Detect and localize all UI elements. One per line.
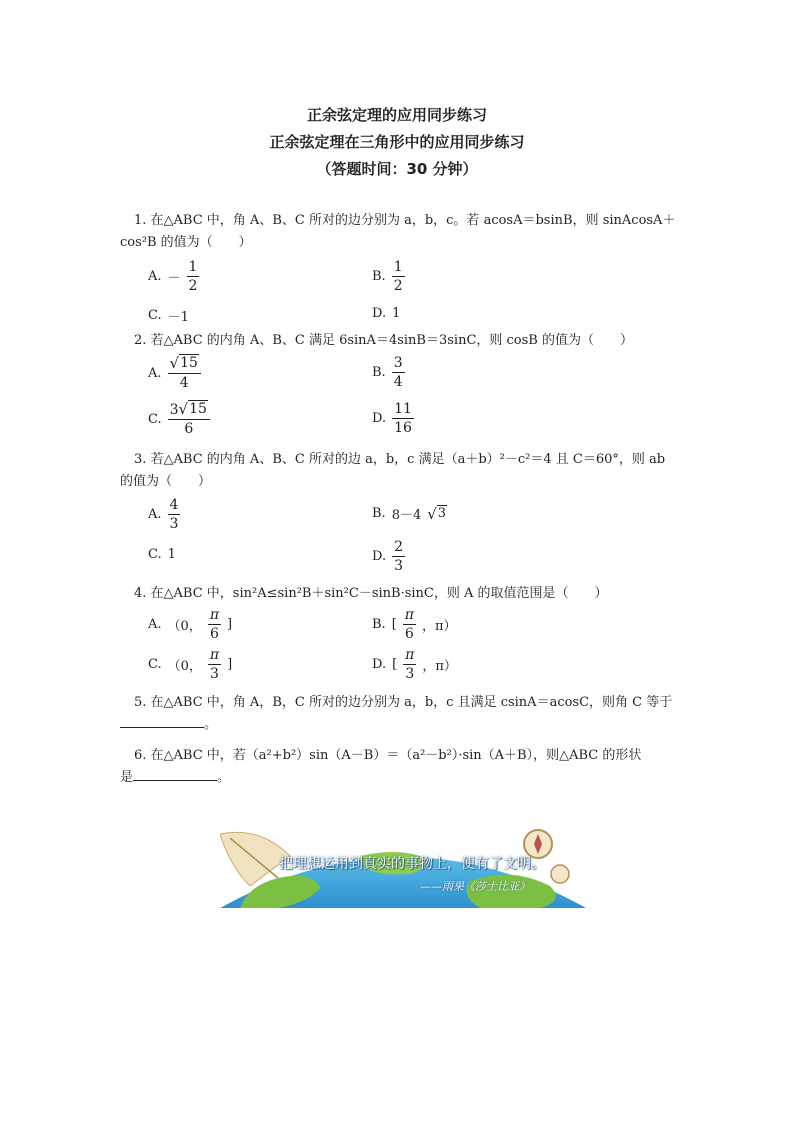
denominator: 2 — [188, 278, 198, 294]
interval-open: （0， — [167, 659, 202, 674]
option-label: C. — [148, 657, 162, 672]
interval-open: [ — [392, 657, 398, 672]
numerator — [168, 400, 210, 420]
option-value: 1 — [167, 547, 176, 562]
question-6 — [120, 745, 676, 789]
fraction — [208, 646, 221, 683]
coefficient: 3 — [169, 402, 179, 418]
radicand: 15 — [189, 401, 207, 417]
sqrt-sign: √ — [427, 504, 437, 523]
option-label: A. — [148, 617, 162, 632]
sqrt-sign: √ — [169, 354, 180, 372]
option-value: －1 — [167, 310, 189, 325]
option-label: D. — [372, 306, 387, 321]
numerator: π — [404, 607, 414, 623]
sqrt — [179, 400, 208, 418]
q3-option-c[interactable] — [148, 547, 176, 562]
answer-blank[interactable] — [120, 715, 204, 728]
title-sub: 正余弦定理在三角形中的应用同步练习 — [269, 133, 525, 151]
numerator: 2 — [394, 539, 404, 555]
sqrt — [427, 505, 447, 523]
title-time: （答题时间：30 分钟） — [316, 160, 478, 178]
numerator — [168, 354, 201, 374]
option-value: 8－4 — [391, 508, 422, 523]
denominator: 6 — [209, 626, 219, 642]
fraction — [392, 258, 405, 295]
denominator: 3 — [169, 516, 179, 532]
q2-option-a[interactable] — [148, 354, 201, 392]
fraction — [392, 354, 405, 391]
denominator: 16 — [394, 420, 412, 436]
fraction — [392, 538, 405, 575]
option-label: D. — [372, 549, 387, 564]
interval-open: （0， — [167, 619, 202, 634]
interval-close: ，π） — [421, 619, 457, 634]
option-label: B. — [372, 506, 386, 521]
line-end: 。 — [204, 717, 218, 732]
option-sign: － — [167, 271, 181, 286]
option-label: D. — [372, 411, 387, 426]
question-1-text-cont: cos²B 的值为（ ） — [120, 235, 252, 250]
banner-author: ——雨果《莎士比亚》 — [420, 880, 530, 893]
question-3-text: 3. 若△ABC 的内角 A、B、C 所对的边 a，b，c 满足（a＋b）²－c²＝4 且 C＝60°，则 ab — [134, 452, 666, 467]
numerator: π — [209, 607, 220, 623]
question-3 — [120, 449, 676, 493]
fraction — [168, 354, 201, 392]
q1-option-b[interactable] — [372, 258, 405, 295]
denominator: 6 — [184, 421, 194, 437]
fraction — [403, 646, 416, 683]
sqrt — [170, 354, 199, 372]
question-2 — [120, 330, 676, 352]
option-label: A. — [148, 507, 162, 522]
option-label: C. — [148, 411, 162, 427]
denominator: 4 — [179, 375, 189, 391]
radicand: 3 — [437, 505, 447, 521]
question-4-text: 4. 在△ABC 中，sin²A≤sin²B＋sin²C－sinB·sinC，则 A 的取值范围是（ ） — [134, 586, 608, 601]
fraction — [392, 400, 414, 437]
q1-option-c[interactable] — [148, 306, 189, 325]
denominator: 3 — [394, 558, 404, 574]
denominator: 4 — [393, 374, 403, 390]
option-label: B. — [372, 269, 386, 284]
option-label: D. — [372, 657, 387, 672]
numerator: 3 — [393, 355, 403, 371]
option-label: C. — [148, 308, 162, 323]
radicand: 15 — [180, 355, 198, 371]
q1-option-d[interactable] — [372, 306, 400, 321]
q4-option-b[interactable] — [372, 606, 457, 643]
q4-option-c[interactable] — [148, 646, 232, 683]
answer-blank[interactable] — [133, 768, 217, 781]
denominator: 6 — [404, 626, 414, 642]
fraction — [208, 606, 221, 643]
numerator: π — [209, 647, 220, 663]
sqrt-sign: √ — [178, 400, 189, 418]
question-1-text: 1. 在△ABC 中，角 A、B、C 所对的边分别为 a，b，c。若 acosA＝bsinB，则 sinAcosA＋ — [134, 213, 676, 228]
fraction — [403, 606, 416, 643]
question-6-answer-line — [120, 767, 676, 789]
q3-option-a[interactable] — [148, 496, 180, 533]
option-label: C. — [148, 547, 162, 562]
q1-option-a[interactable] — [148, 258, 199, 295]
question-2-text: 2. 若△ABC 的内角 A、B、C 满足 6sinA＝4sinB＝3sinC，则 cosB 的值为（ ） — [134, 333, 633, 348]
option-label: A. — [148, 269, 162, 284]
numerator: π — [405, 647, 415, 663]
option-label: B. — [372, 365, 386, 380]
question-3-text-cont: 的值为（ ） — [120, 474, 212, 489]
numerator: 4 — [169, 497, 179, 513]
interval-close: ] — [227, 657, 233, 672]
question-6-text: 6. 在△ABC 中，若（a²+b²）sin（A－B）＝（a²－b²）·sin（A＋B），则△ABC 的形状 — [134, 748, 642, 763]
line-start: 是 — [120, 770, 134, 785]
option-label: B. — [372, 617, 386, 632]
question-5 — [120, 692, 676, 736]
q3-option-d[interactable] — [372, 538, 405, 575]
question-5-answer-line — [120, 714, 676, 736]
q2-option-c[interactable] — [148, 400, 210, 438]
question-4 — [120, 583, 676, 605]
q4-option-a[interactable] — [148, 606, 232, 643]
interval-open: [ — [391, 617, 397, 632]
denominator: 3 — [210, 666, 219, 682]
numerator: 11 — [394, 401, 412, 417]
q2-option-b[interactable] — [372, 354, 405, 391]
interval-close: ] — [227, 617, 233, 632]
banner-quote: 把理想运用到真实的事物上，便有了文明。 — [279, 856, 545, 872]
fraction — [187, 258, 200, 295]
title-main: 正余弦定理的应用同步练习 — [306, 106, 487, 124]
denominator: 2 — [393, 278, 403, 294]
question-5-text: 5. 在△ABC 中，角 A，B，C 所对的边分别为 a，b，c 且满足 csinA＝acosC，则角 C 等于 — [134, 695, 673, 710]
q4-option-d[interactable] — [372, 646, 457, 683]
option-label: A. — [148, 365, 162, 381]
numerator: 1 — [393, 259, 403, 275]
fraction — [168, 496, 181, 533]
denominator: 3 — [405, 666, 415, 682]
quote-banner — [220, 826, 586, 908]
question-1 — [120, 210, 676, 254]
line-end: 。 — [217, 770, 231, 785]
numerator: 1 — [188, 259, 198, 275]
interval-close: ，π） — [422, 659, 457, 674]
fraction — [168, 400, 210, 438]
q3-option-b[interactable] — [372, 504, 447, 523]
q2-option-d[interactable] — [372, 400, 414, 437]
option-value: 1 — [392, 306, 401, 321]
